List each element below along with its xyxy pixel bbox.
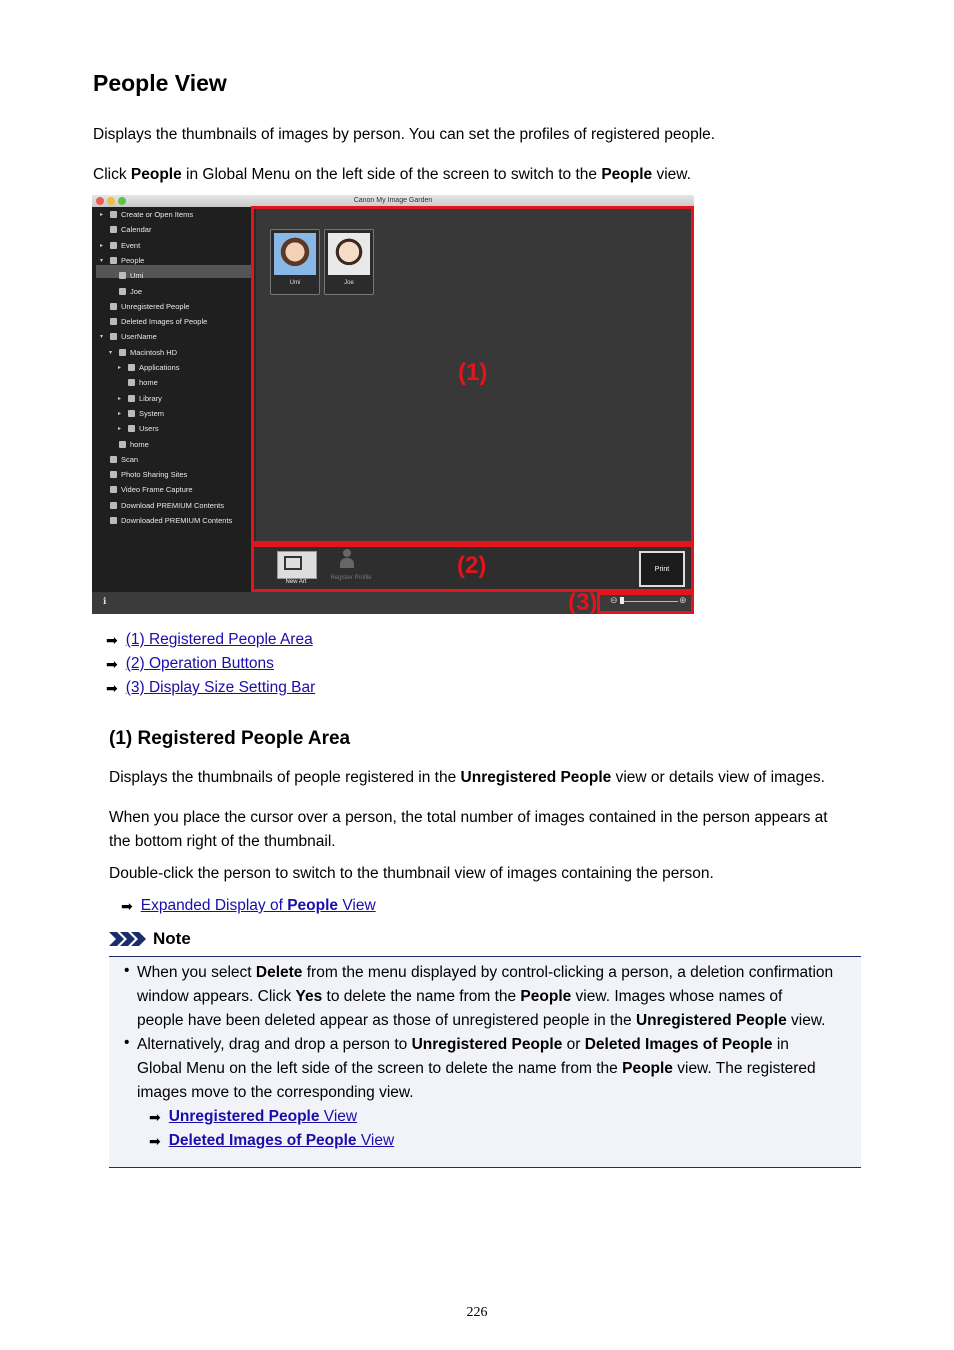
- sidebar-item-label: System: [139, 408, 165, 418]
- zoom-out-icon[interactable]: ⊖: [610, 595, 618, 605]
- sidebar-item-icon: [110, 456, 117, 463]
- sidebar-item-label: Create or Open Items: [121, 210, 194, 219]
- disclosure-triangle-icon[interactable]: ▸: [118, 410, 122, 417]
- sidebar-item[interactable]: [118, 391, 162, 406]
- sidebar-item[interactable]: [118, 360, 179, 375]
- link-expanded-display[interactable]: Expanded Display of People View: [140, 897, 376, 914]
- page-number: 226: [466, 1305, 488, 1320]
- sidebar-item[interactable]: [100, 329, 157, 344]
- sidebar-item[interactable]: [109, 284, 142, 299]
- arrow-right-icon: ➡: [106, 679, 118, 696]
- sidebar-item-icon: [128, 395, 135, 402]
- sidebar-item-label: Library: [139, 393, 162, 403]
- disclosure-triangle-icon[interactable]: ▸: [100, 242, 104, 249]
- sidebar-item-label: Calendar: [121, 225, 152, 235]
- disclosure-triangle-icon[interactable]: ▸: [100, 212, 104, 218]
- callout-box-3: [597, 592, 694, 614]
- zoom-in-icon[interactable]: ⊕: [679, 595, 687, 605]
- disclosure-triangle-icon[interactable]: ▸: [118, 365, 122, 371]
- sidebar-item-label: People: [121, 255, 145, 265]
- print-button[interactable]: Print: [639, 551, 685, 587]
- disclosure-triangle-icon[interactable]: ▾: [109, 349, 113, 356]
- sidebar-item-label: Macintosh HD: [130, 347, 178, 357]
- note-chevrons-icon: [109, 931, 147, 947]
- sidebar-item[interactable]: [100, 253, 144, 268]
- link-deleted-images[interactable]: Deleted Images of People View: [168, 1132, 395, 1149]
- sidebar-item[interactable]: [100, 314, 207, 329]
- sidebar-item-icon: [119, 288, 126, 295]
- sidebar-item-label: Unregistered People: [121, 301, 190, 311]
- sidebar-item[interactable]: [100, 299, 189, 314]
- sidebar-item-label: Deleted Images of People: [121, 317, 208, 327]
- sidebar-item-icon: [110, 211, 117, 218]
- sidebar-item-label: Applications: [139, 363, 180, 372]
- sidebar-item-icon: [110, 333, 117, 340]
- sidebar-item-icon: [110, 226, 117, 233]
- sidebar-item-icon: [110, 517, 117, 524]
- note-text: people have been deleted appear as those of unregistered people in the Unregistered People view.: [137, 1012, 826, 1029]
- sidebar-item-icon: [110, 242, 117, 249]
- new-art-label: New Art: [285, 579, 307, 585]
- bullet: •: [124, 1034, 130, 1051]
- sidebar-item[interactable]: [118, 406, 164, 421]
- sidebar-item-icon: [110, 502, 117, 509]
- note-text: Alternatively, drag and drop a person to Unregistered People or Deleted Images of People in: [137, 1036, 789, 1053]
- sidebar-item-icon: [110, 303, 117, 310]
- sidebar-item[interactable]: [118, 375, 158, 390]
- sidebar-item[interactable]: [109, 437, 149, 452]
- sidebar-item[interactable]: [109, 268, 143, 283]
- section-text: Double-click the person to switch to the thumbnail view of images containing the person.: [109, 865, 714, 882]
- sidebar-item-icon: [128, 410, 135, 417]
- sidebar-item-icon: [110, 471, 117, 478]
- app-screenshot: [92, 195, 694, 614]
- sidebar-item-icon: [119, 441, 126, 448]
- sidebar-item-icon: [128, 364, 135, 371]
- sidebar-item[interactable]: [109, 345, 177, 360]
- sidebar-item[interactable]: [100, 498, 224, 513]
- disclosure-triangle-icon[interactable]: ▾: [100, 334, 104, 341]
- sidebar-item-icon: [119, 272, 126, 279]
- sidebar-item-icon: [119, 349, 126, 356]
- sidebar-item-label: home: [139, 378, 158, 388]
- click-instruction: Click People in Global Menu on the left side of the screen to switch to the People view.: [93, 166, 691, 183]
- section-text: When you place the cursor over a person, the total number of images contained in the person appears at: [109, 809, 828, 826]
- arrow-right-icon: ➡: [106, 631, 118, 648]
- sidebar-item-label: Joe: [130, 286, 143, 296]
- link-row: [121, 894, 376, 918]
- sidebar-item[interactable]: [100, 238, 140, 253]
- sidebar-item-label: home: [130, 439, 149, 449]
- sidebar-item-label: Scan: [121, 454, 139, 464]
- callout-label-2: (2): [457, 552, 487, 579]
- sidebar-item-label: Users: [139, 424, 159, 434]
- sidebar-item-label: Umi: [130, 271, 144, 281]
- note-text: images move to the corresponding view.: [137, 1084, 414, 1101]
- sidebar-item-icon: [128, 425, 135, 432]
- sidebar-item[interactable]: [100, 222, 151, 237]
- link-operation-buttons[interactable]: (2) Operation Buttons: [125, 655, 274, 672]
- sidebar-item-label: Download PREMIUM Contents: [121, 500, 224, 510]
- bullet: •: [124, 962, 130, 979]
- window-title: Canon My Image Garden: [353, 197, 433, 204]
- intro-text: Displays the thumbnails of images by person. You can set the profiles of registered people.: [93, 126, 716, 143]
- link-display-size-bar[interactable]: (3) Display Size Setting Bar: [125, 679, 316, 696]
- sidebar-item[interactable]: [100, 207, 193, 222]
- note-text: window appears. Click Yes to delete the name from the People view. Images whose names of: [137, 988, 783, 1005]
- callout-label-3: (3): [568, 589, 598, 614]
- disclosure-triangle-icon[interactable]: ▾: [100, 257, 104, 264]
- disclosure-triangle-icon[interactable]: ▸: [118, 395, 122, 402]
- sidebar-item-icon: [110, 318, 117, 325]
- section-text: the bottom right of the thumbnail.: [109, 833, 336, 850]
- sidebar-item-label: Event: [121, 240, 141, 250]
- sidebar-item[interactable]: [100, 467, 187, 482]
- arrow-right-icon: ➡: [121, 897, 133, 914]
- sidebar-item-label: Downloaded PREMIUM Contents: [121, 516, 233, 525]
- link-unregistered-people[interactable]: Unregistered People View: [168, 1108, 358, 1125]
- link-row: [106, 676, 315, 700]
- arrow-right-icon: ➡: [149, 1108, 161, 1125]
- global-menu: [92, 207, 252, 603]
- sidebar-item-label: Photo Sharing Sites: [121, 470, 188, 480]
- callout-label-1: (1): [458, 359, 488, 386]
- link-row: [149, 1105, 357, 1129]
- info-icon: ℹ: [103, 596, 107, 606]
- sidebar-item[interactable]: [100, 482, 193, 497]
- sidebar-item-label: UserName: [121, 332, 157, 342]
- link-row: [106, 628, 313, 652]
- note-label: Note: [153, 929, 191, 948]
- link-row: [149, 1129, 394, 1153]
- section-heading: (1) Registered People Area: [109, 728, 351, 749]
- arrow-right-icon: ➡: [106, 655, 118, 672]
- link-registered-people-area[interactable]: (1) Registered People Area: [125, 631, 313, 648]
- page-title: People View: [93, 70, 227, 96]
- note-box: [109, 956, 861, 1168]
- register-profile-button[interactable]: Register Profile: [330, 575, 372, 581]
- note-header: [109, 929, 191, 949]
- sidebar-item-icon: [110, 257, 117, 264]
- disclosure-triangle-icon[interactable]: ▸: [118, 426, 122, 433]
- sidebar-item[interactable]: [100, 452, 138, 467]
- note-text: When you select Delete from the menu displayed by control-clicking a person, a deletion confirmation: [137, 964, 834, 981]
- sidebar-item[interactable]: [100, 513, 232, 528]
- sidebar-item[interactable]: [118, 421, 159, 436]
- link-row: [106, 652, 274, 676]
- sidebar-item-label: Video Frame Capture: [121, 485, 193, 495]
- person-name: Joe: [344, 280, 354, 286]
- sidebar-item-icon: [110, 486, 117, 493]
- sidebar-item-icon: [128, 379, 135, 386]
- note-text: Global Menu on the left side of the screen to delete the name from the People view. The registered: [137, 1060, 816, 1077]
- arrow-right-icon: ➡: [149, 1132, 161, 1149]
- person-name: Umi: [289, 280, 301, 286]
- section-text: Displays the thumbnails of people registered in the Unregistered People view or details view of images.: [109, 769, 825, 786]
